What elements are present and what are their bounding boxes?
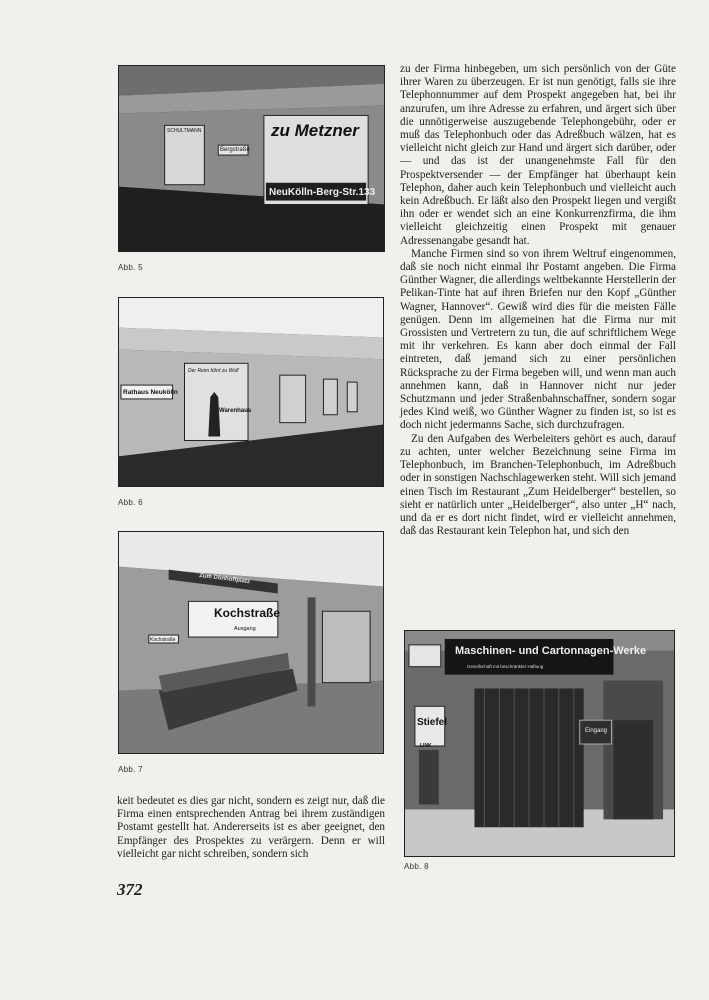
exit-sign-ausgang: Ausgang	[234, 626, 256, 632]
small-station-sign: Kochstraße	[150, 637, 176, 643]
figure-abb6-caption: Abb. 6	[118, 498, 143, 507]
body-paragraph: keit bedeutet es dies gar nicht, sondern es zeigt nur, daß die Firma einen entsprechenden Antrag bei ihrem zuständigen Postamt gestellt hat. Andererseits ist es aber geeignet, den Empfänger des Prospektes zu verärgern. Denn er will vielleicht gar nicht schreiben, sondern sich	[117, 795, 385, 860]
ceiling-direction-sign: Zum Dönhoffplatz	[198, 572, 251, 586]
body-paragraph: zu der Firma hinbegeben, um sich persönlich von der Güte ihrer Waren zu überzeugen. Er ist nun genötigt, falls sie ihre Telephonnummer auf dem Prospekt angegeben hat, bei ihr anzurufen, um ihre Adresse zu erfahren, und ärgert sich über die unnötigerweise auszugebende Telephongebühr, oder er muß das Telephonbuch oder das Adreßbuch wälzen, hat es vielleicht nicht gleich zur Hand und ärgert sich darüber, oder — und das ist der unangenehmste Fall für den Prospektversender — der Empfänger hat überhaupt kein Telephon, daher auch kein Telephonbuch und vielleicht auch kein Adreßbuch. Er läßt also den Prospekt liegen und vergißt ihn oder er wendet sich an eine Konkurrenzfirma, die ihm vielleicht gleichzeitig einen Prospekt mit genauer Adressenangabe gesandt hat.	[400, 63, 676, 247]
figure-abb5-photo	[118, 65, 385, 252]
schultmann-ad: SCHULTMANN	[167, 128, 202, 134]
station-sign-kochstrasse: Kochstraße	[214, 606, 281, 620]
figure-abb8-photo	[404, 630, 675, 857]
link-sign: LINK	[420, 743, 432, 749]
metzner-ad-brand: zu Metzner	[271, 121, 359, 140]
left-bottom-text	[117, 795, 385, 861]
warenhaus-ad: Warenhaus	[219, 408, 252, 414]
station-sign-rathaus-neukoelln: Rathaus Neukölln	[123, 389, 178, 396]
right-text-column	[400, 63, 676, 538]
body-paragraph: Zu den Aufgaben des Werbeleiters gehört es auch, darauf zu achten, unter welcher Bezeichnung seine Firma im Telephonbuch, im Branchen-Telephonbuch, im Adreßbuch oder in sonstigen Nachschlagewerken steht. Will sich jemand einen Tisch im Restaurant „Zum Heidelberger“ bestellen, so sieht er natürlich unter „Heidelberger“, also unter „H“ nach, und da er es dort nicht findet, wird er vielleicht annehmen, daß das Restaurant kein Telephon hat, und sich den	[400, 432, 676, 538]
door-sign: Eingang	[585, 728, 608, 734]
figure-abb8-caption: Abb. 8	[404, 862, 429, 871]
subway-platform-illustration	[119, 66, 384, 251]
metzner-ad-address: NeuKölln-Berg-Str.133	[269, 187, 376, 198]
figure-abb5-caption: Abb. 5	[118, 263, 143, 272]
company-sign-subtitle: Gesellschaft mit beschränkter Haftung	[467, 664, 544, 669]
body-paragraph: Manche Firmen sind so von ihrem Weltruf eingenommen, daß sie noch nicht einmal ihr Postamt angeben. Die Firma Günther Wagner, die allerdings weltbekannte Herstellerin der Pelikan-Tinte hat auf ihren Briefen nur den Kopf „Günther Wagner, Hannover“. Gewiß wird dies für die meisten Fälle genügen. Denn im allgemeinen hat die Firma nur mit Grossisten und Vertretern zu tun, die auf schriftlichem Wege mit ihr verkehren. Es kann aber doch einmal der Fall eintreten, daß jemand sich zu einer persönlichen Rücksprache zu der Firma begeben will, und wenn man auch annehmen kann, daß in Hannover nicht nur jeder Schutzmann und jeder Straßenbahnschaffner, sondern sogar jedes Kind weiß, wo Günther Wagner zu finden ist, so ist es doch nicht jedermanns Sache, sich durchzufragen.	[400, 247, 676, 432]
figure-abb7-photo	[118, 531, 384, 754]
figure-abb7-caption: Abb. 7	[118, 765, 143, 774]
figure-abb6-photo	[118, 297, 384, 487]
stiefel-shop-sign: Stiefel	[417, 717, 448, 728]
wolf-ad-slogan: Der Reim führt zu Wolf	[188, 368, 239, 374]
company-sign: Maschinen- und Cartonnagen-Werke	[455, 645, 647, 657]
page-number: 372	[117, 880, 143, 899]
station-sign-bergstrasse: Bergstraße	[220, 147, 250, 153]
